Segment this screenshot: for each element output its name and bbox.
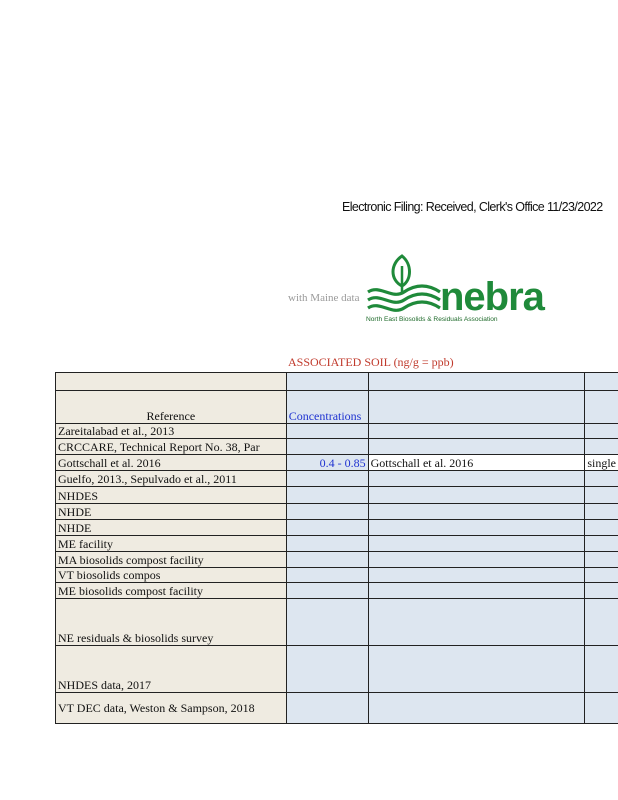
reference-cell: NHDES (56, 487, 287, 504)
concentration-cell (286, 520, 368, 536)
note-cell (585, 693, 618, 724)
source-cell (368, 536, 585, 552)
reference-cell: Gottschall et al. 2016 (56, 455, 287, 471)
source-cell (368, 520, 585, 536)
concentration-cell (286, 504, 368, 520)
reference-cell: ME facility (56, 536, 287, 552)
reference-cell: CRCCARE, Technical Report No. 38, Par (56, 439, 287, 455)
concentration-cell (286, 599, 368, 646)
table-row (56, 583, 618, 599)
source-cell (368, 599, 585, 646)
table-cell (368, 373, 585, 391)
note-cell (585, 536, 618, 552)
reference-cell: Zareitalabad et al., 2013 (56, 424, 287, 439)
source-cell: Gottschall et al. 2016 (368, 455, 585, 471)
reference-cell: VT biosolids compos (56, 568, 287, 583)
table-row (56, 455, 618, 471)
reference-cell: MA biosolids compost facility (56, 552, 287, 568)
table-row (56, 439, 618, 455)
source-cell (368, 439, 585, 455)
note-cell (585, 520, 618, 536)
table-cell (585, 391, 618, 424)
reference-column-header: Reference (56, 391, 287, 424)
note-cell (585, 504, 618, 520)
table-row (56, 504, 618, 520)
note-cell: single (585, 455, 618, 471)
note-cell (585, 646, 618, 693)
soil-data-table (55, 372, 618, 724)
nebra-logo (366, 252, 548, 326)
source-cell (368, 583, 585, 599)
concentration-cell (286, 568, 368, 583)
table-blank-row (56, 373, 618, 391)
with-maine-data-label: with Maine data (288, 292, 360, 304)
table-cell (585, 373, 618, 391)
table-cell (56, 373, 287, 391)
concentrations-column-header: Concentrations (286, 391, 368, 424)
note-cell (585, 552, 618, 568)
source-cell (368, 487, 585, 504)
source-cell (368, 568, 585, 583)
table-row (56, 599, 618, 646)
note-cell (585, 424, 618, 439)
reference-cell: Guelfo, 2013., Sepulvado et al., 2011 (56, 471, 287, 487)
concentration-cell (286, 487, 368, 504)
reference-cell: NHDES data, 2017 (56, 646, 287, 693)
source-cell (368, 552, 585, 568)
source-cell (368, 646, 585, 693)
concentration-cell (286, 471, 368, 487)
reference-cell: NHDE (56, 520, 287, 536)
concentration-cell (286, 583, 368, 599)
concentration-cell (286, 693, 368, 724)
reference-cell: NE residuals & biosolids survey (56, 599, 287, 646)
table-row (56, 568, 618, 583)
nebra-wordmark: nebra (440, 275, 544, 319)
concentration-cell (286, 552, 368, 568)
table-row (56, 552, 618, 568)
note-cell (585, 568, 618, 583)
table-row (56, 424, 618, 439)
table-row (56, 471, 618, 487)
table-row (56, 520, 618, 536)
source-cell (368, 471, 585, 487)
leaf-icon (393, 256, 410, 292)
table-header-row (56, 391, 618, 424)
concentration-cell: 0.4 - 0.85 (286, 455, 368, 471)
reference-cell: ME biosolids compost facility (56, 583, 287, 599)
source-cell (368, 504, 585, 520)
table-row (56, 646, 618, 693)
electronic-filing-stamp: Electronic Filing: Received, Clerk's Office 11/23/2022 (342, 200, 603, 214)
waves-icon (368, 286, 440, 310)
table-row (56, 487, 618, 504)
reference-cell: NHDE (56, 504, 287, 520)
table-row (56, 693, 618, 724)
table-cell (286, 373, 368, 391)
concentration-cell (286, 439, 368, 455)
source-cell (368, 424, 585, 439)
note-cell (585, 487, 618, 504)
table-cell (368, 391, 585, 424)
note-cell (585, 471, 618, 487)
concentration-cell (286, 536, 368, 552)
note-cell (585, 583, 618, 599)
reference-cell: VT DEC data, Weston & Sampson, 2018 (56, 693, 287, 724)
note-cell (585, 599, 618, 646)
nebra-tagline: North East Biosolids & Residuals Association (366, 316, 498, 323)
note-cell (585, 439, 618, 455)
concentration-cell (286, 646, 368, 693)
section-title: ASSOCIATED SOIL (ng/g = ppb) (288, 355, 454, 369)
source-cell (368, 693, 585, 724)
concentration-cell (286, 424, 368, 439)
table-row (56, 536, 618, 552)
